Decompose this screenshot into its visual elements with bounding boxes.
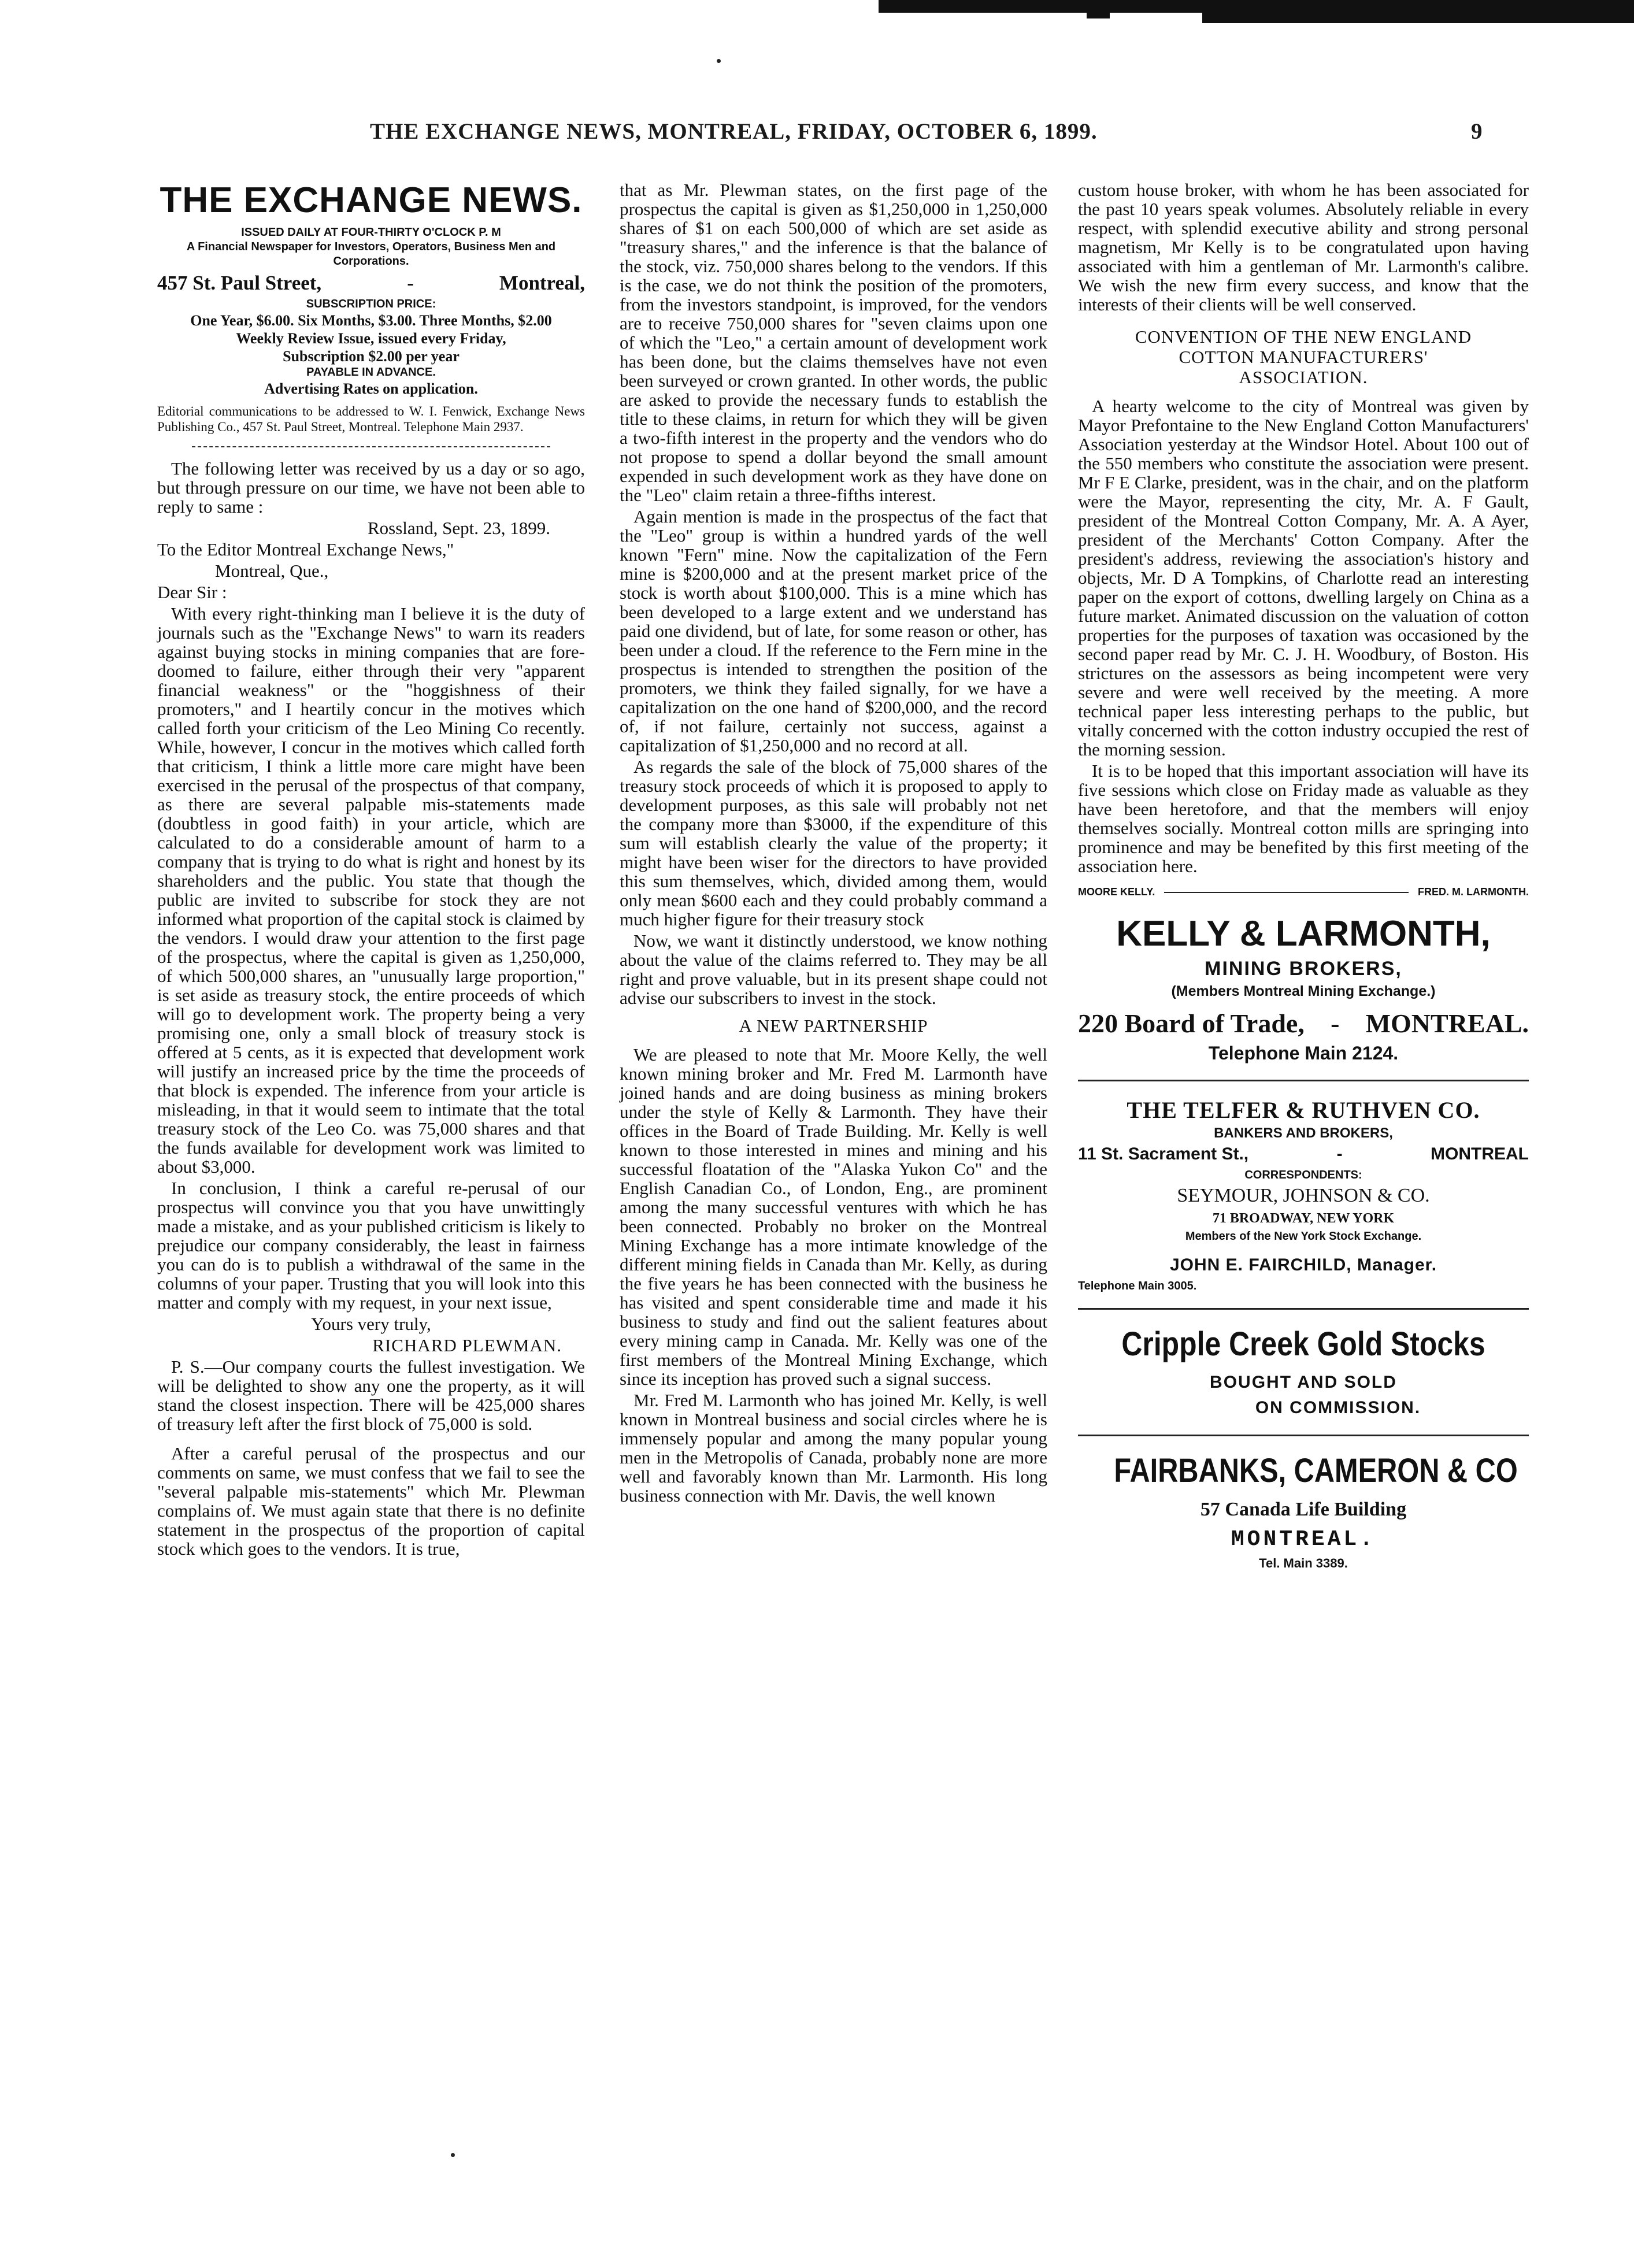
address-dash: - <box>407 272 414 294</box>
letter-place: Montreal, Que., <box>215 561 329 581</box>
signature-rule <box>1164 892 1409 893</box>
letter-paragraph: With every right-thinking man I believe it is the duty of journals such as the "Exchange News" to warn its readers against buying stocks in mining companies that are fore-doomed to failure, either through their very "apparent financial weakness" or the "hoggishness of their promoters," and I heartily concur in the motives which called forth your criticism of the Leo Mining Co recently. While, however, I concur in the motives which called forth that criticism, I think a little more care might have been exercised in the perusal of the prospectus of that company, as there are several palpable mis-statements made (doubtless in good faith) in your article, which are calculated to do a considerable amount of harm to a company that is trying to do what is right and honest by its shareholders and the public. You state that though the public are invited to subscribe for stock they are not informed what proportion of the capital stock is claimed by the vendors. I would draw your attention to the first page of the prospectus, where the capital is given as 1,250,000, of which 500,000 shares, an "unusually large proportion," is set aside as treasury stock, the entire proceeds of which will go to development work. The property being a very promising one, only a small block of treasury stock is offered at 5 cents, as it is expected that development work will justify an increased price by the time the proceeds of that block is expended. The inference from your article is misleading, in that it would seem to intimate that the total treasury stock of the Leo Co. was 75,000 shares and that the funds available for development work was limited to about $3,000. <box>157 603 585 1177</box>
letter-intro: The following letter was received by us a day or so ago, but through pressure on our time, we have not been able to reply to same : <box>157 458 585 517</box>
letter-signer: RICHARD PLEWMAN. <box>372 1335 562 1355</box>
ad-members: (Members Montreal Mining Exchange.) <box>1171 983 1436 999</box>
ad-firm-name: KELLY & LARMONTH, <box>1116 914 1491 954</box>
ad-correspondent-address: 71 BROADWAY, NEW YORK <box>1212 1211 1395 1226</box>
article-paragraph: that as Mr. Plewman states, on the first page of the prospectus the capital is given as $1,250,000 in 1,250,000 shares of $1 on each 500,000 of which are set aside as "treasury shares," and the inference is that the balance of the stock, viz. 750,000 shares belong to the vendors. If this is the case, we do not think the position of the promoters, from the investors standpoint, is improved, for the vendors are to receive 750,000 shares for "seven claims upon one of which the "Leo," a certain amount of development work has been done, but the claims themselves have not even been surveyed or crown granted. In other words, the public are asked to provide the necessary funds to establish the title to these claims, in return for which they will be given a two-fifth interest in the property and the vendors who do not propose to spend a dollar beyond the small amount expended in such development work as they have done on the "Leo" claim retain a three-fifths interest. <box>620 180 1047 505</box>
ad-telephone: Telephone Main 3005. <box>1078 1280 1197 1292</box>
ad-divider <box>1078 1435 1529 1436</box>
editorial-reply: After a careful perusal of the prospectus and our comments on same, we must confess that we fail to see the "several palpable mis-statements" which Mr. Plewman complains of. We must again state that there is no definite statement in the prospectus of the proportion of capital stock which goes to the vendors. It is true, <box>157 1443 585 1559</box>
article-paragraph: As regards the sale of the block of 75,000 shares of the treasury stock proceeds of which it is proposed to apply to development purposes, as this sale will probably not net the company more than $3000, if the expenditure of this sum will establish clearly the value of the property; it might have been wiser for the directors to have provided this sum themselves, which, divided among them, would only mean $600 each and they could probably command a much higher figure for their treasury stock <box>620 757 1047 929</box>
headline-convention <box>1078 327 1529 387</box>
column-3 <box>1078 180 1529 1572</box>
ad-address-street: 11 St. Sacrament St., <box>1078 1144 1249 1163</box>
advertising-rates: Advertising Rates on application. <box>264 380 478 397</box>
column-2 <box>620 180 1047 1507</box>
letter-paragraph: In conclusion, I think a careful re-perusal of our prospectus will convince you that you have unwittingly made a mistake, and as your published criticism is likely to prejudice our company considerably, the least in fairness you can do is to publish a withdrawal of the same in the columns of your paper. Trusting that you will look into this matter and comply with my request, in your next issue, <box>157 1178 585 1313</box>
article-paragraph: Again mention is made in the prospectus of the fact that the "Leo" group is within a hundred yards of the well known "Fern" mine. Now the capitalization of the Fern mine is $200,000 and at the present market price of the stock is worth about $100,000. This is a mine which has been developed to a large extent and we understand has paid one dividend, but of late, for some reason or other, has been under a cloud. If the reference to the Fern mine in the prospectus is intended to strengthen the position of the promoters, we think they failed signally, for we have a capitalization on the one hand of $200,000, and the record of, if not failure, certainly not success, against a capitalization of $1,250,000 and no record at all. <box>620 506 1047 755</box>
article-paragraph: We are pleased to note that Mr. Moore Kelly, the well known mining broker and Mr. Fred M. Larmonth have joined hands and are doing business as mining brokers under the style of Kelly & Larmonth. They have their offices in the Board of Trade Building. Mr. Kelly is well known to those interested in mines and mining and his successful floatation of the "Alaska Yukon Co" and the English Canadian Co., of London, Eng., are prominent among the many successful ventures with which he has been connected. Probably no broker on the Montreal Mining Exchange has a more intimate knowledge of the different mining fields in Canada than Mr. Kelly, as during the five years he has been connected with the business he has visited and spent considerable time and made it his business to study and find out the salient features about every mining camp in Canada. Mr. Kelly was one of the first members of the Montreal Mining Exchange, which since its inception has proved such a signal success. <box>620 1044 1047 1389</box>
letter-closing: Yours very truly, <box>311 1314 431 1334</box>
ad-firm-line: MINING BROKERS, <box>1205 958 1402 980</box>
ad-telephone: Telephone Main 2124. <box>1208 1043 1399 1063</box>
ad-headline: Cripple Creek Gold Stocks <box>1121 1325 1485 1363</box>
letter-to: To the Editor Montreal Exchange News," <box>157 539 454 559</box>
weekly-price: Subscription $2.00 per year <box>283 348 460 365</box>
ad-line: ON COMMISSION. <box>1255 1398 1421 1417</box>
ad-cripple-creek <box>1078 1324 1529 1421</box>
letter-postscript: P. S.—Our company courts the fullest investigation. We will be delighted to show any one the property, as it will stand the closest inspection. There will be 425,000 shares of treasury left after the first block of 75,000 is sold. <box>157 1357 585 1434</box>
ad-firm-name: THE TELFER & RUTHVEN CO. <box>1127 1097 1480 1123</box>
signature-row <box>1078 883 1529 902</box>
subscription-head: SUBSCRIPTION PRICE: <box>306 298 436 310</box>
ad-line: BOUGHT AND SOLD <box>1210 1373 1397 1392</box>
letter-salutation: Dear Sir : <box>157 582 227 602</box>
ad-fairbanks-cameron <box>1078 1450 1529 1572</box>
headline-new-partnership: A NEW PARTNERSHIP <box>739 1016 928 1036</box>
headline-line: COTTON MANUFACTURERS' <box>1179 347 1428 367</box>
masthead-issued: ISSUED DAILY AT FOUR-THIRTY O'CLOCK P. M <box>241 226 501 239</box>
article-paragraph: Now, we want it distinctly understood, we know nothing about the value of the claims referred to. They may be all right and prove valuable, but in its present shape could not advise our subscribers to invest in the stock. <box>620 931 1047 1008</box>
article-paragraph: A hearty welcome to the city of Montreal was given by Mayor Prefontaine to the New England Cotton Manufacturers' Association yesterday at the Windsor Hotel. About 100 out of the 550 members who constitute the association were present. Mr F E Clarke, president, was in the chair, and on the platform were the Mayor, representing the city, Mr. A. F Gault, president of the Montreal Cotton Company, Mr. A. A Ayer, president of the Merchants' Cotton Company. After the president's address, reviewing the association's history and objects, Mr. D A Tompkins, of Charlotte read an interesting paper on the export of cottons, dwelling largely on China as a future market. Animated discussion on the valuation of cotton properties for the purposes of taxation was occasioned by the second paper read by Mr. C. J. H. Woodbury, of Boston. His strictures on the assessors as being incompetent were very severe and were well received by the meeting. A more technical paper less interesting perhaps to the public, but vitally concerned with the cotton industry occupied the rest of the morning session. <box>1078 396 1529 759</box>
ad-correspondent-firm: SEYMOUR, JOHNSON & CO. <box>1177 1185 1430 1206</box>
ad-address: 57 Canada Life Building <box>1200 1499 1407 1520</box>
address-street: 457 St. Paul Street, <box>157 272 322 294</box>
divider <box>192 446 550 447</box>
article-paragraph: It is to be hoped that this important association will have its five sessions which close on Friday made as valuable as they have been heretofore, and that the members will enjoy themselves socially. Montreal cotton mills are springing into prominence and may be benefited by this first meeting of the association here. <box>1078 761 1529 876</box>
ad-firm-name: FAIRBANKS, CAMERON & CO <box>1114 1452 1518 1489</box>
editorial-address: Editorial communications to be addressed to W. I. Fenwick, Exchange News Publishing Co., 457 St. Paul Street, Montreal. Telephone Main 2937. <box>157 404 585 434</box>
masthead-description: A Financial Newspaper for Investors, Operators, Business Men and Corporations. <box>186 240 556 268</box>
page-number: 9 <box>1471 119 1483 144</box>
running-head: THE EXCHANGE NEWS, MONTREAL, FRIDAY, OCTOBER 6, 1899. <box>370 119 1098 144</box>
headline-line: ASSOCIATION. <box>1239 367 1368 387</box>
print-speck <box>717 59 721 63</box>
article-paragraph: custom house broker, with whom he has been associated for the past 10 years speak volumes. Absolutely reliable in every respect, with splendid executive ability and strong personal magnetism, Mr Kelly is to be congratulated upon having associated with him a gentleman of Mr. Larmonth's calibre. We wish the new firm every success, and know that the interests of their clients will be well conserved. <box>1078 180 1529 314</box>
headline-line: CONVENTION OF THE NEW ENGLAND <box>1135 327 1472 347</box>
ad-address-street: 220 Board of Trade, <box>1078 1009 1305 1038</box>
signature-kelly: MOORE KELLY. <box>1078 886 1155 898</box>
masthead-address <box>157 273 585 292</box>
address-city: Montreal, <box>499 272 585 294</box>
article-paragraph: Mr. Fred M. Larmonth who has joined Mr. Kelly, is well known in Montreal business and social circles where he is immensely popular and among the many popular young men in the Metropolis of Canada, probably none are more well and favorably known than Mr. Larmonth. His long business connection with Mr. Davis, the well known <box>620 1390 1047 1506</box>
ad-divider <box>1078 1308 1529 1310</box>
weekly-issue: Weekly Review Issue, issued every Friday, <box>236 330 506 347</box>
ad-address-dash: - <box>1331 1009 1340 1038</box>
column-1 <box>157 180 585 1561</box>
ad-telephone: Tel. Main 3389. <box>1259 1556 1348 1570</box>
payable-in-advance: PAYABLE IN ADVANCE. <box>306 366 436 379</box>
ad-address-city: MONTREAL. <box>1365 1009 1529 1038</box>
ad-telfer-ruthven <box>1078 1095 1529 1294</box>
signature-larmonth: FRED. M. LARMONTH. <box>1418 886 1529 898</box>
ad-kelly-larmonth <box>1078 912 1529 1066</box>
letter-dateline: Rossland, Sept. 23, 1899. <box>367 518 550 538</box>
scan-edge-band <box>0 0 1634 28</box>
masthead-title: THE EXCHANGE NEWS. <box>160 180 583 220</box>
ad-correspondent-members: Members of the New York Stock Exchange. <box>1185 1230 1422 1243</box>
ad-correspondents: CORRESPONDENTS: <box>1244 1169 1362 1181</box>
ad-address-city: MONTREAL <box>1431 1144 1529 1163</box>
ad-firm-line: BANKERS AND BROKERS, <box>1214 1125 1393 1141</box>
print-speck <box>451 2153 455 2157</box>
ad-address-dash: - <box>1336 1144 1343 1163</box>
ad-manager: JOHN E. FAIRCHILD, Manager. <box>1169 1255 1437 1274</box>
ad-address <box>1078 1142 1529 1167</box>
ad-divider <box>1078 1080 1529 1081</box>
subscription-prices: One Year, $6.00. Six Months, $3.00. Three Months, $2.00 <box>190 312 552 329</box>
ad-city: MONTREAL. <box>1231 1527 1376 1552</box>
ad-address <box>1078 1007 1529 1040</box>
